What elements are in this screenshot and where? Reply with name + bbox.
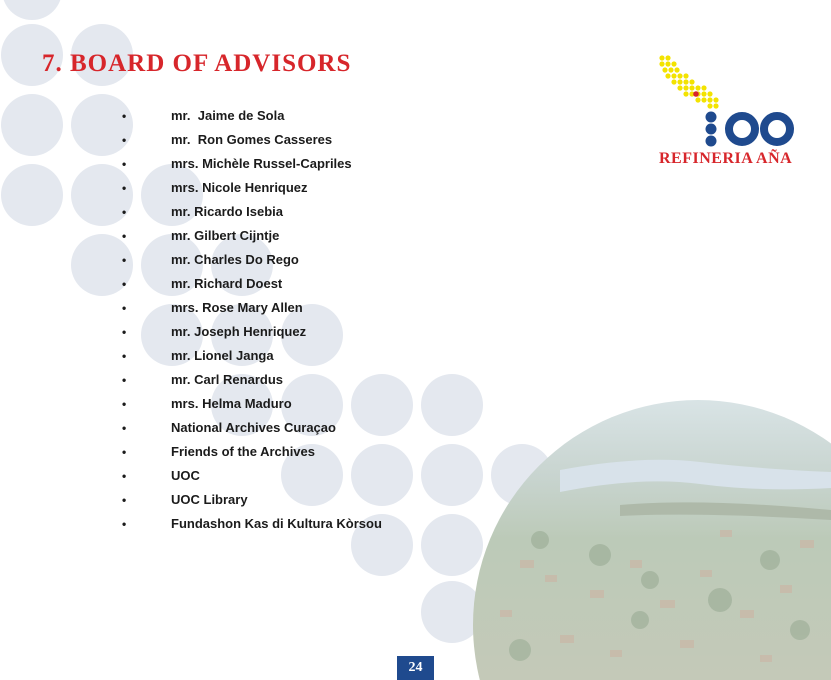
brand-wordmark: REFINERIA AÑA bbox=[659, 150, 793, 167]
bullet-icon: • bbox=[122, 205, 127, 219]
bullet-icon: • bbox=[122, 325, 127, 339]
advisor-name: mrs. Michèle Russel-Capriles bbox=[171, 156, 352, 171]
bullet-icon: • bbox=[122, 301, 127, 315]
bullet-icon: • bbox=[122, 445, 127, 459]
advisor-name: mrs. Nicole Henriquez bbox=[171, 180, 308, 195]
advisor-name: mr. Ricardo Isebia bbox=[171, 204, 283, 219]
advisor-name: mr. Richard Doest bbox=[171, 276, 283, 291]
bullet-icon: • bbox=[122, 517, 127, 531]
bullet-icon: • bbox=[122, 349, 127, 363]
advisor-name: mrs. Rose Mary Allen bbox=[171, 300, 303, 315]
bullet-icon: • bbox=[122, 229, 127, 243]
page-title: 7. BOARD OF ADVISORS bbox=[42, 50, 352, 77]
bullet-icon: • bbox=[122, 109, 127, 123]
advisor-name: UOC Library bbox=[171, 492, 248, 507]
advisor-name: National Archives Curaçao bbox=[171, 420, 336, 435]
advisor-name: mr. Gilbert Cijntje bbox=[171, 228, 280, 243]
bullet-icon: • bbox=[122, 373, 127, 387]
bullet-icon: • bbox=[122, 277, 127, 291]
advisor-name: mr. Joseph Henriquez bbox=[171, 324, 307, 339]
advisor-name: UOC bbox=[171, 468, 200, 483]
advisor-name: Friends of the Archives bbox=[171, 444, 315, 459]
advisor-name: mr. Lionel Janga bbox=[171, 348, 274, 363]
page-number: 24 bbox=[397, 656, 434, 680]
bullet-icon: • bbox=[122, 133, 127, 147]
bullet-icon: • bbox=[122, 493, 127, 507]
advisor-name: mrs. Helma Maduro bbox=[171, 396, 292, 411]
bullet-icon: • bbox=[122, 181, 127, 195]
bullet-icon: • bbox=[122, 157, 127, 171]
advisor-name: mr. Carl Renardus bbox=[171, 372, 283, 387]
bullet-icon: • bbox=[122, 421, 127, 435]
bullet-icon: • bbox=[122, 469, 127, 483]
advisor-name: mr. Charles Do Rego bbox=[171, 252, 299, 267]
advisor-name: mr. Jaime de Sola bbox=[171, 108, 285, 123]
advisor-name: mr. Ron Gomes Casseres bbox=[171, 132, 333, 147]
bullet-icon: • bbox=[122, 253, 127, 267]
advisor-name: Fundashon Kas di Kultura Kòrsou bbox=[171, 516, 382, 531]
bullet-icon: • bbox=[122, 397, 127, 411]
